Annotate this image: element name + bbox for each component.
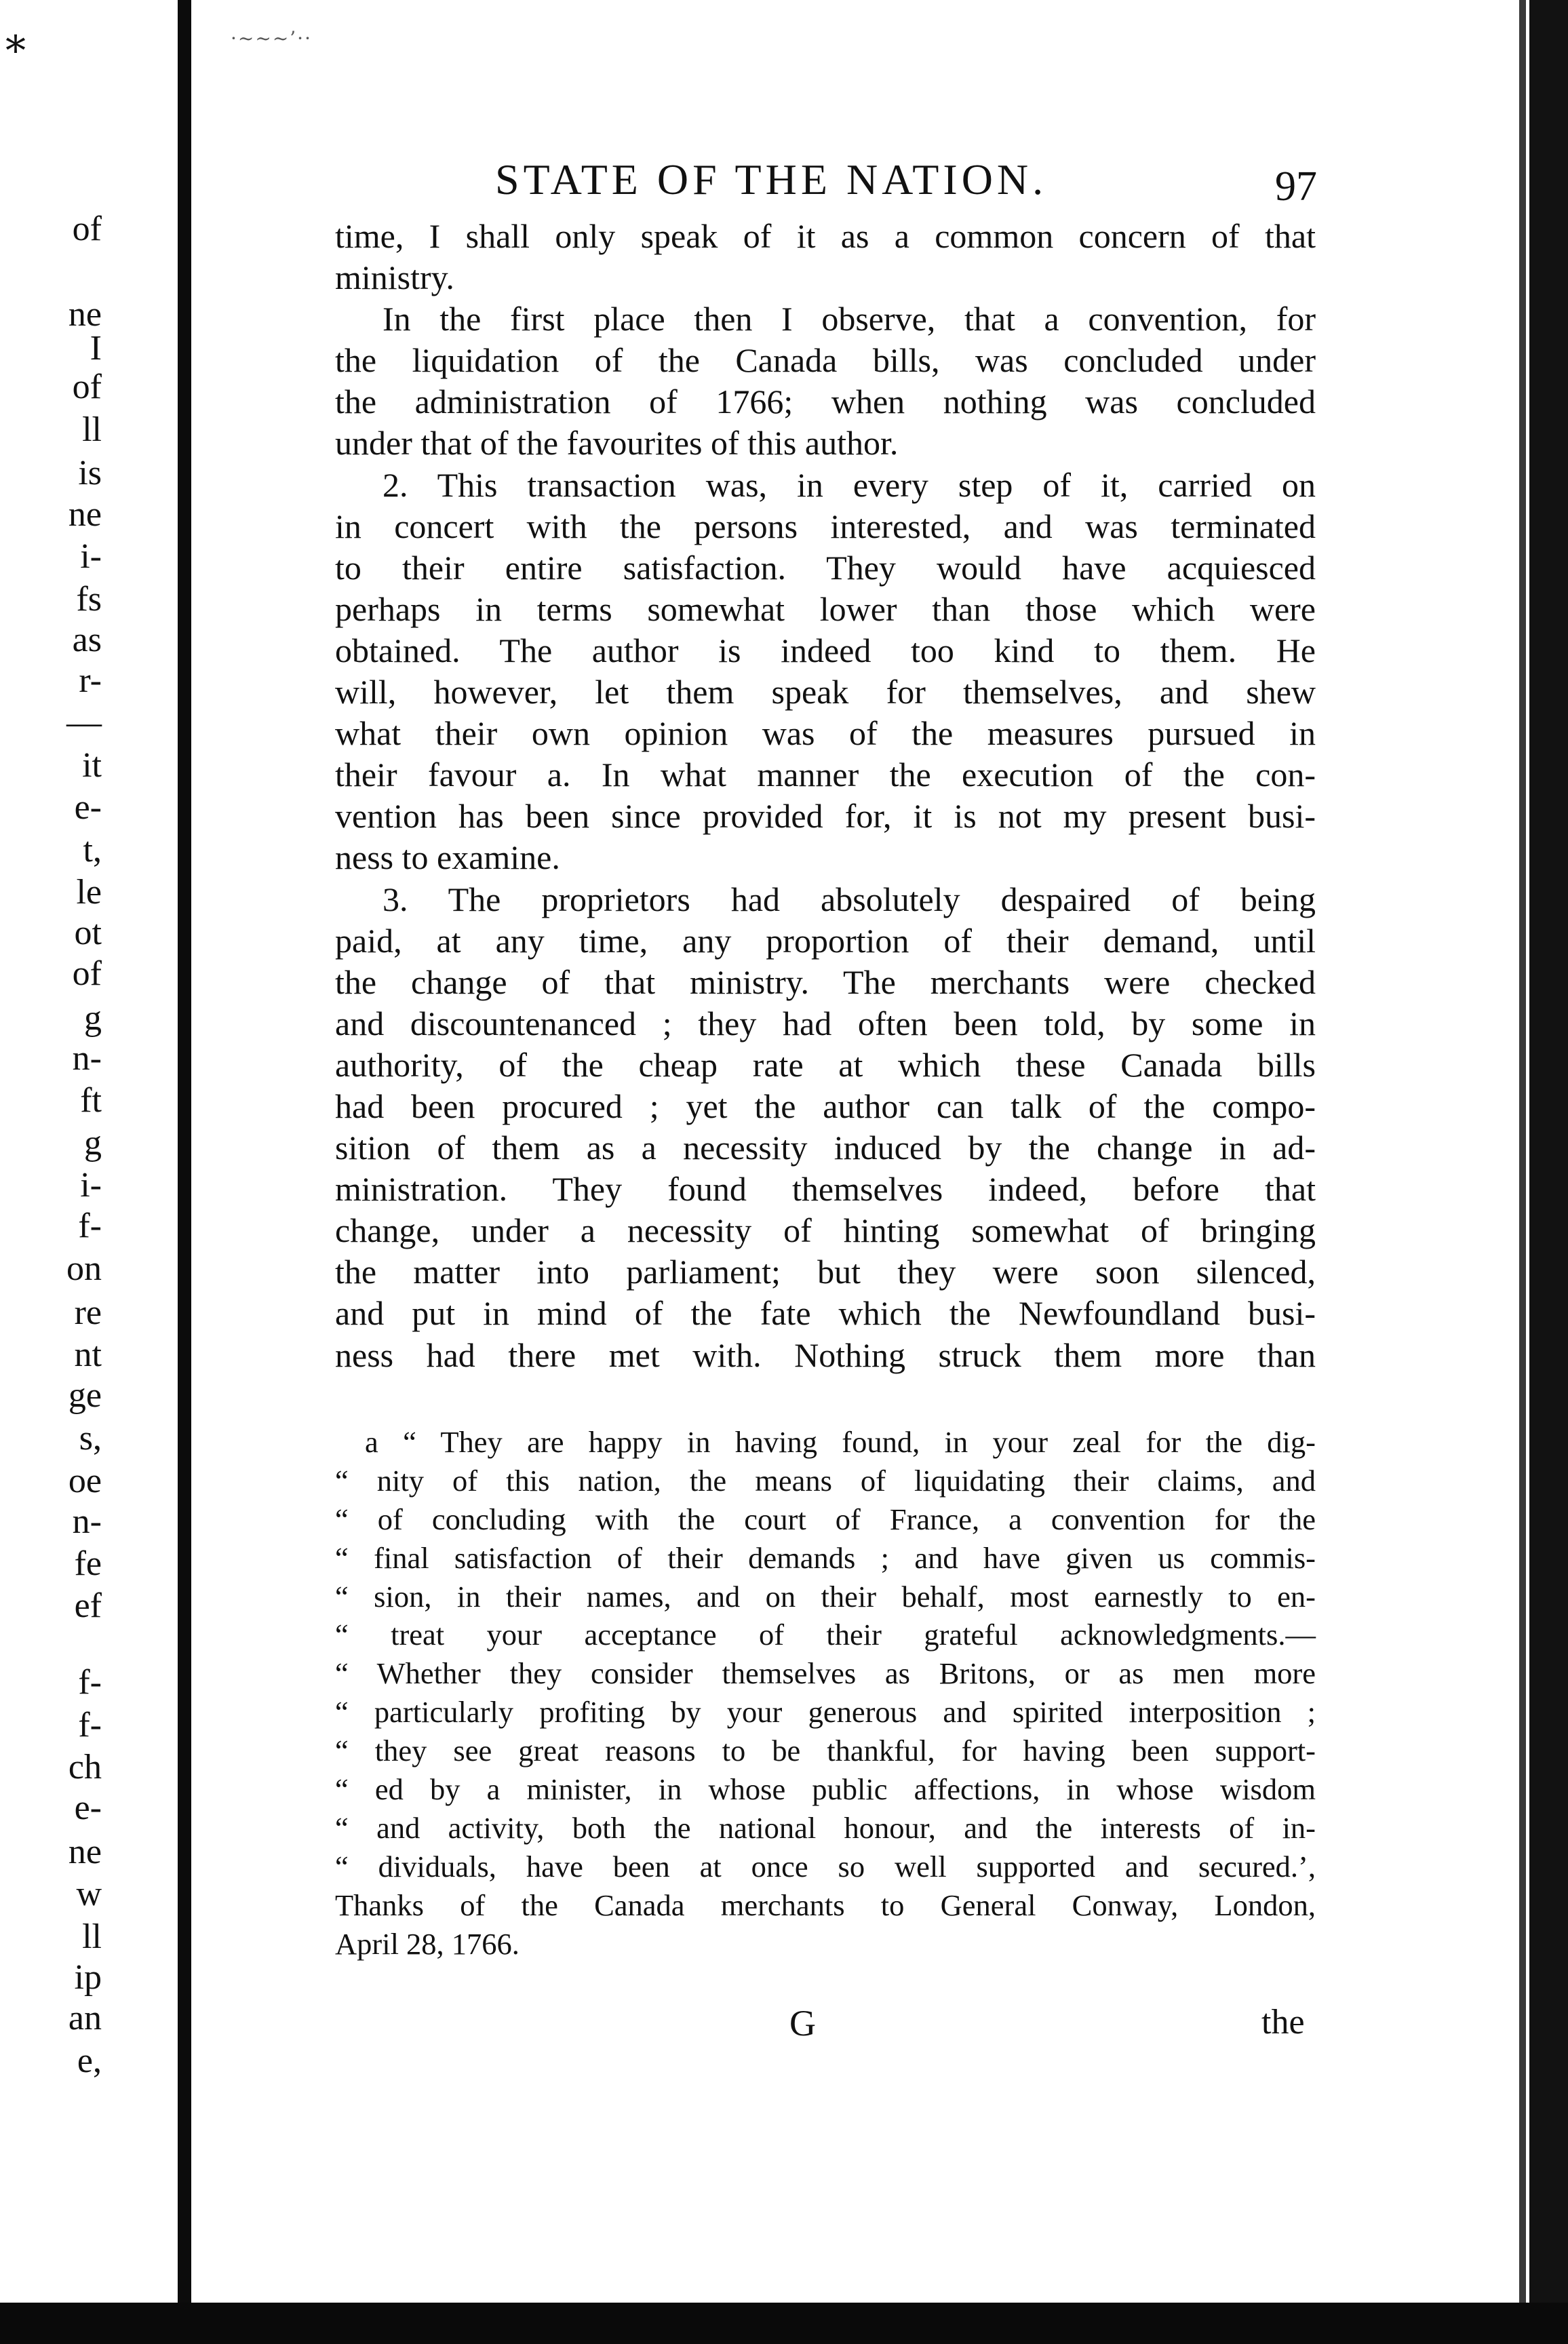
previous-page-fragment: e, [77,2042,102,2080]
body-line: what their own opinion was of the measures pursued in [335,714,1316,753]
previous-page-fragment: ne [68,1833,102,1871]
previous-page-fragment: fe [74,1544,102,1583]
previous-page-fragment: n- [72,1039,102,1078]
body-line: and put in mind of the fate which the Newfoundland busi- [335,1294,1316,1333]
previous-page-fragment: — [66,703,102,742]
body-line: ness to examine. [335,838,560,877]
previous-page-fragment: of [72,368,102,406]
footnote-line: “ Whether they consider themselves as Britons, or as men more [335,1656,1316,1691]
body-line: change, under a necessity of hinting somewhat of bringing [335,1211,1316,1250]
body-line: In the first place then I observe, that a convention, for [383,300,1316,338]
body-line: had been procured ; yet the author can talk of the compo- [335,1087,1316,1125]
previous-page-fragment: le [76,873,102,912]
body-line: their favour a. In what manner the execution of the con- [335,756,1316,794]
body-line: obtained. The author is indeed too kind to them. He [335,631,1316,669]
previous-page-fragment: oe [68,1462,102,1500]
previous-page-fragment: i- [80,537,102,576]
previous-page-fragment: nt [74,1335,102,1374]
previous-page-fragment: g [84,999,102,1038]
footnote-line: “ dividuals, have been at once so well supported and secured.’, [335,1849,1316,1883]
previous-page-fragment: I [90,329,102,368]
previous-page-fragment: ef [74,1586,102,1625]
previous-page-fragment: an [68,1999,102,2037]
previous-page-fragment: as [72,621,102,659]
body-line: ness had there met with. Nothing struck them more than [335,1335,1316,1374]
top-ink-mark: ·~~~’·· [231,27,312,50]
previous-page-fragment: t, [83,831,102,870]
bottom-page-edge [0,2303,1568,2344]
footnote-line: “ they see great reasons to be thankful, for having been support- [335,1734,1316,1768]
previous-page-fragment: of [72,210,102,248]
previous-page-fragment: ne [68,495,102,534]
previous-page-fragment: w [76,1875,102,1913]
footnote-line: “ of concluding with the court of France, a convention for the [335,1502,1316,1536]
body-line: 2. This transaction was, in every step of it, carried on [383,465,1316,504]
previous-page-fragment: fs [76,580,102,619]
body-line: in concert with the persons interested, and was terminated [335,507,1316,545]
previous-page-fragment: g [84,1124,102,1163]
previous-page-fragment: ot [74,914,102,952]
previous-page-fragment: ll [82,1917,102,1956]
footnote-line: “ final satisfaction of their demands ; and have given us commis- [335,1540,1316,1575]
body-text [335,216,1316,1376]
previous-page-fragment: ne [68,295,102,334]
previous-page-fragment: it [82,746,102,785]
page-edge-shadow [1519,0,1526,2344]
body-line: 3. The proprietors had absolutely despaired of being [383,880,1316,918]
previous-page-fragment: ge [68,1376,102,1415]
corner-speck: * [5,27,26,75]
previous-page-fragment: e- [74,1789,102,1827]
previous-page-fragment: ch [68,1748,102,1786]
footnote-line: a “ They are happy in having found, in your zeal for the dig- [365,1425,1316,1459]
page-number: 97 [1275,163,1317,210]
book-spine-shadow [178,0,191,2344]
footnote-line: “ nity of this nation, the means of liquidating their claims, and [335,1463,1316,1498]
footnote-line: “ and activity, both the national honour, and the interests of in- [335,1810,1316,1845]
body-line: will, however, let them speak for themselves, and shew [335,673,1316,711]
body-line: the liquidation of the Canada bills, was concluded under [335,341,1316,380]
footnote-line: “ treat your acceptance of their grateful acknowledgments.— [335,1618,1316,1652]
previous-page-fragment: r- [79,661,102,700]
footnote-line: April 28, 1766. [335,1926,520,1961]
previous-page-fragment: e- [74,788,102,827]
previous-page-fragment: f- [78,1207,102,1245]
body-line: time, I shall only speak of it as a common concern of that [335,217,1316,255]
previous-page-fragment: n- [72,1502,102,1541]
catchword: the [1261,2003,1305,2042]
body-line: authority, of the cheap rate at which these Canada bills [335,1045,1316,1084]
previous-page-fragment: f- [78,1706,102,1744]
body-line: the matter into parliament; but they were soon silenced, [335,1253,1316,1291]
body-line: the administration of 1766; when nothing was concluded [335,383,1316,421]
previous-page-fragment: ft [80,1081,102,1120]
body-line: paid, at any time, any proportion of their demand, until [335,921,1316,960]
body-line: and discountenanced ; they had often been told, by some in [335,1004,1316,1042]
running-head: STATE OF THE NATION. [495,155,1048,203]
body-line: perhaps in terms somewhat lower than those which were [335,589,1316,628]
previous-page-fragment: ll [82,410,102,449]
previous-page-fragment: re [74,1293,102,1332]
body-line: ministry. [335,258,454,297]
body-line: ministration. They found themselves indeed, before that [335,1170,1316,1209]
footnote [335,1423,1316,1963]
right-page-edge [1529,0,1568,2344]
body-line: under that of the favourites of this author. [335,424,899,463]
previous-page-fragment: on [66,1249,102,1288]
body-line: vention has been since provided for, it is not my present busi- [335,797,1316,836]
body-line: to their entire satisfaction. They would have acquiesced [335,548,1316,587]
previous-page-fragment: ip [74,1958,102,1997]
footnote-line: “ ed by a minister, in whose public affections, in whose wisdom [335,1772,1316,1807]
body-line: the change of that ministry. The merchants were checked [335,962,1316,1001]
previous-page-fragment: f- [78,1663,102,1702]
body-line: sition of them as a necessity induced by the change in ad- [335,1129,1316,1167]
footnote-line: “ sion, in their names, and on their behalf, most earnestly to en- [335,1579,1316,1614]
previous-page-fragment: i- [80,1166,102,1205]
previous-page-fragment: s, [79,1419,102,1458]
previous-page-fragment: is [78,454,102,492]
previous-page-fragment: of [72,954,102,993]
signature-mark: G [789,2003,816,2044]
footnote-line: “ particularly profiting by your generous and spirited interposition ; [335,1695,1316,1730]
footnote-line: Thanks of the Canada merchants to General Conway, London, [335,1888,1316,1922]
